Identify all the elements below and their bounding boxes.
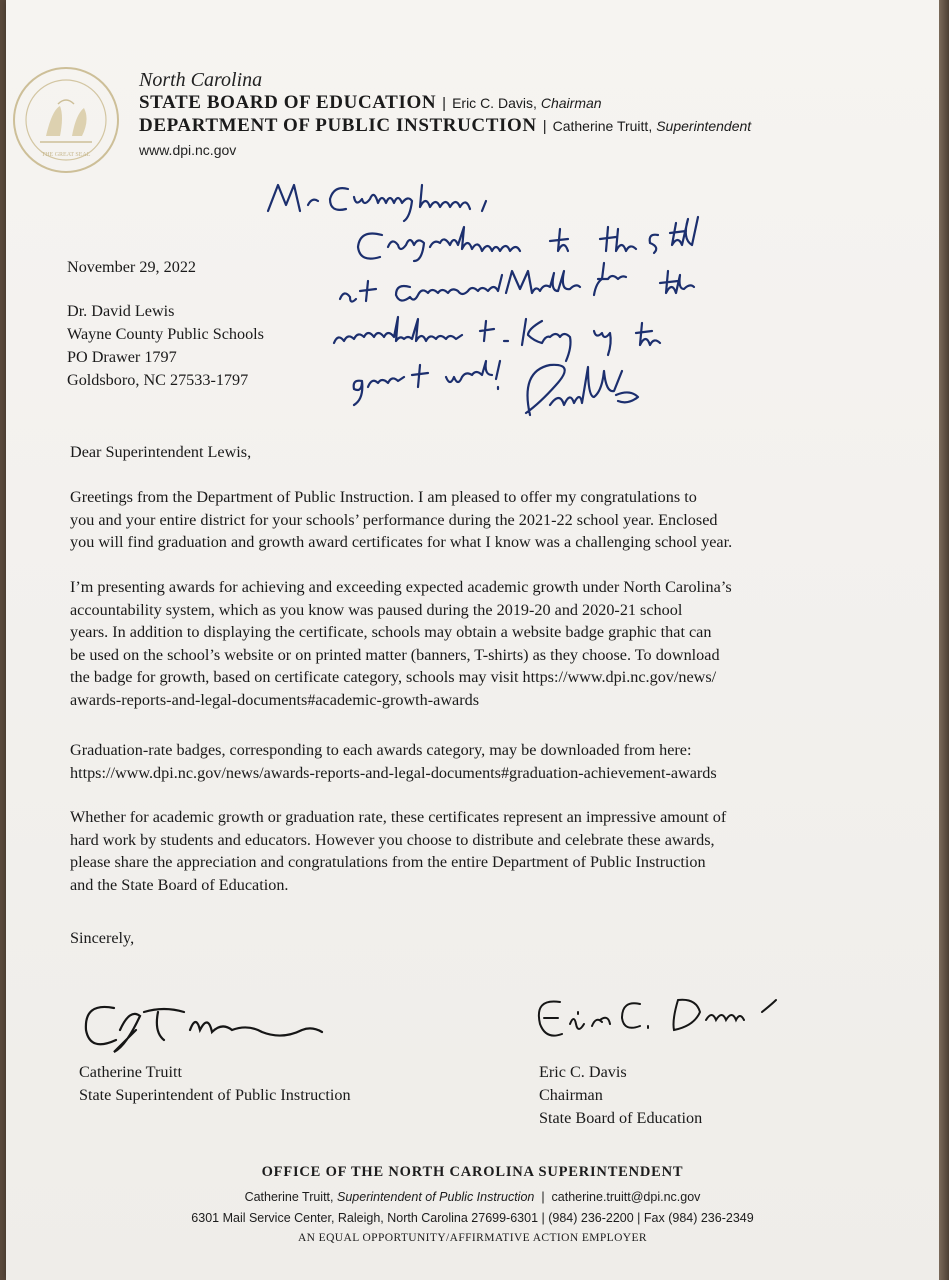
signatory-line: Chairman [539,1086,603,1104]
paragraph-line: be used on the school’s website or on printed matter (banners, T-shirts) as they choose. To download [70,645,720,664]
letterhead-dept: DEPARTMENT OF PUBLIC INSTRUCTION [139,115,537,136]
paragraph-line: the badge for growth, based on certificate category, schools may visit https://www.dpi.nc.gov/news/ [70,668,717,687]
recipient-line: Wayne County Public Schools [67,325,264,343]
letterhead-website: www.dpi.nc.gov [139,142,237,158]
footer-eeo: AN EQUAL OPPORTUNITY/AFFIRMATIVE ACTION EMPLOYER [297,1232,648,1244]
paragraph-line: you will find graduation and growth award certificates for what I know was a challenging school year. [70,533,733,552]
letterhead-board-role: Chairman [540,95,602,111]
handwritten-note [250,175,850,465]
signatory-line: Catherine Truitt [79,1063,182,1081]
salutation: Dear Superintendent Lewis, [70,443,252,461]
footer-address: 6301 Mail Service Center, Raleigh, North Carolina 27699-6301 | (984) 236-2200 | Fax (984) 236-2349 [191,1211,754,1225]
signatory-davis [539,1061,702,1130]
letterhead-dept-person: Catherine Truitt, [552,118,653,134]
paragraph-line: please share the appreciation and congratulations from the entire Department of Public Instruction [70,853,706,872]
recipient-line: PO Drawer 1797 [67,348,177,366]
paragraph-1 [70,486,830,554]
footer-separator: | [537,1190,549,1204]
paragraph-line: Greetings from the Department of Public Instruction. I am pleased to offer my congratulations to [70,488,697,506]
paragraph-line: awards-reports-and-legal-documents#academic-growth-awards [70,690,480,709]
footer-contact-line [6,1190,939,1204]
signatory-line: State Superintendent of Public Instruction [79,1086,351,1104]
signature-davis [530,990,790,1050]
paragraph-line: I’m presenting awards for achieving and exceeding expected academic growth under North Carolina’s [70,578,732,596]
paragraph-line: Whether for academic growth or graduation rate, these certificates represent an impressive amount of [70,808,727,826]
letterhead-board-row [139,92,602,114]
letter-date: November 29, 2022 [67,258,197,276]
recipient-line: Dr. David Lewis [67,302,175,320]
paragraph-line: hard work by students and educators. However you choose to distribute and celebrate these awards, [70,830,715,849]
paragraph-line: years. In addition to displaying the certificate, schools may obtain a website badge graphic that can [70,623,712,642]
page-edge-background [939,0,949,1280]
paragraph-line: accountability system, which as you know was paused during the 2019-20 and 2020-21 school [70,600,683,619]
letterhead-separator: | [442,95,447,112]
paragraph-4 [70,806,830,896]
signature-truitt [80,990,340,1060]
footer-name: Catherine Truitt, [244,1190,334,1204]
letterhead-dept-role: Superintendent [656,118,752,134]
signatory-line: State Board of Education [539,1109,703,1127]
paragraph-line: and the State Board of Education. [70,875,289,894]
paragraph-3 [70,739,830,784]
footer-role: Superintendent of Public Instruction [337,1190,535,1204]
paragraph-line: https://www.dpi.nc.gov/news/awards-reports-and-legal-documents#graduation-achievement-awards [70,763,717,782]
letterhead-board: STATE BOARD OF EDUCATION [139,92,437,113]
letterhead-state: North Carolina [139,69,263,91]
footer-office: OFFICE OF THE NORTH CAROLINA SUPERINTENDENT [261,1164,684,1180]
letterhead-board-person: Eric C. Davis, [452,95,537,111]
recipient-line: Goldsboro, NC 27533-1797 [67,371,249,389]
letterhead-dept-row [139,115,751,137]
paragraph-line: Graduation-rate badges, corresponding to each awards category, may be downloaded from here: [70,741,692,759]
svg-text:THE GREAT SEAL: THE GREAT SEAL [41,152,91,158]
letterhead-separator: | [542,118,547,135]
footer-email: catherine.truitt@dpi.nc.gov [551,1190,701,1204]
signatory-line: Eric C. Davis [539,1063,627,1081]
signatory-truitt [79,1061,351,1107]
state-seal-logo [10,64,122,176]
paragraph-line: you and your entire district for your schools’ performance during the 2021-22 school year. Enclosed [70,510,718,529]
closing: Sincerely, [70,929,135,947]
paragraph-2 [70,576,830,712]
